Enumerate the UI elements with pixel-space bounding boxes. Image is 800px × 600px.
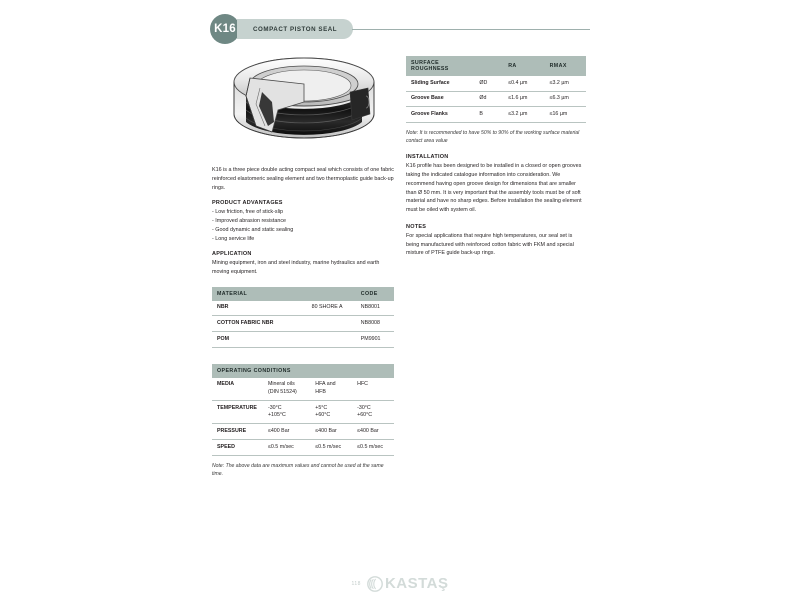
table-row bbox=[406, 76, 586, 91]
value-line: (DIN 51524) bbox=[267, 388, 297, 395]
material-code: NB8001 bbox=[356, 301, 394, 316]
list-item: - Long service life bbox=[212, 235, 394, 244]
surface-symbol: Ød bbox=[474, 91, 503, 107]
table-row bbox=[406, 91, 586, 107]
table-row bbox=[212, 378, 394, 401]
material-name: POM bbox=[212, 332, 307, 348]
column-header-rmax: RMAX bbox=[545, 56, 586, 76]
column-header-ra: RA bbox=[503, 56, 544, 76]
header-divider bbox=[352, 29, 590, 30]
value-line: +60°C bbox=[315, 412, 331, 419]
page-number: 118 bbox=[351, 580, 361, 587]
value-line: HFA and bbox=[315, 381, 336, 388]
surface-rmax: ≤16 µm bbox=[545, 107, 586, 123]
installation-heading: INSTALLATION bbox=[406, 154, 449, 161]
material-spec bbox=[307, 316, 356, 332]
material-spec: 80 SHORE A bbox=[307, 301, 356, 316]
value-line: +105°C bbox=[267, 412, 286, 419]
kastas-logo-icon bbox=[367, 576, 383, 592]
right-column bbox=[406, 56, 586, 266]
speed-col1: ≤0.5 m/sec bbox=[263, 440, 310, 456]
surface-symbol: B bbox=[474, 107, 503, 123]
advantages-list bbox=[212, 208, 394, 243]
table-row bbox=[212, 424, 394, 440]
column-header-spec bbox=[307, 287, 356, 301]
column-header-code: CODE bbox=[356, 287, 394, 301]
notes-text: For special applications that require high temperatures, our seal set is being manufactured with reinforced cotton fabric with FKM and special mixture of PTFE guide back-up rings. bbox=[406, 232, 574, 257]
notes-heading: NOTES bbox=[406, 223, 427, 230]
material-table-block bbox=[212, 287, 394, 348]
list-item: - Improved abrasion resistance bbox=[212, 217, 394, 226]
application-heading: APPLICATION bbox=[212, 251, 252, 258]
piston-seal-illustration bbox=[216, 52, 392, 158]
material-table bbox=[212, 287, 394, 348]
row-label-speed: SPEED bbox=[212, 440, 263, 456]
row-label-media: MEDIA bbox=[212, 378, 263, 401]
operating-conditions-title: OPERATING CONDITIONS bbox=[212, 364, 394, 378]
value-line: HFB bbox=[315, 388, 326, 395]
surface-rmax: ≤3.2 µm bbox=[545, 76, 586, 91]
product-image bbox=[216, 52, 392, 158]
table-row bbox=[212, 316, 394, 332]
value-line: +5°C bbox=[315, 404, 328, 411]
product-code-badge: K16 bbox=[210, 14, 240, 44]
material-code: PM9901 bbox=[356, 332, 394, 348]
row-label-temperature: TEMPERATURE bbox=[212, 401, 263, 424]
value-line: -30°C bbox=[357, 404, 371, 411]
page-footer bbox=[0, 575, 800, 592]
table-row bbox=[212, 440, 394, 456]
surface-name: Sliding Surface bbox=[406, 76, 474, 91]
surface-rmax: ≤6.3 µm bbox=[545, 91, 586, 107]
table-row bbox=[212, 401, 394, 424]
surface-name: Groove Flanks bbox=[406, 107, 474, 123]
page-title: COMPACT PISTON SEAL bbox=[237, 19, 353, 39]
media-col1 bbox=[263, 378, 310, 401]
operating-conditions-table bbox=[212, 364, 394, 456]
row-label-pressure: PRESSURE bbox=[212, 424, 263, 440]
table-header-row bbox=[212, 364, 394, 378]
material-code: NB8008 bbox=[356, 316, 394, 332]
value-line: HFC bbox=[357, 381, 369, 388]
page-header bbox=[210, 14, 590, 44]
pressure-col1: ≤400 Bar bbox=[263, 424, 310, 440]
material-name: COTTON FABRIC NBR bbox=[212, 316, 307, 332]
table-row bbox=[406, 107, 586, 123]
pressure-col3: ≤400 Bar bbox=[352, 424, 394, 440]
value-line: -30°C bbox=[267, 404, 282, 411]
temperature-col1 bbox=[263, 401, 310, 424]
column-header-surface-roughness: SURFACE ROUGHNESS bbox=[406, 56, 474, 76]
table-row bbox=[212, 301, 394, 316]
surface-roughness-note: Note: It is recommended to have 50% to 90% of the working surface material contact area value bbox=[406, 130, 580, 145]
installation-text: K16 profile has been designed to be installed in a closed or open grooves taking the indicated catalogue information into consideration. We recommend having open groove design for dimensions that are smaller than Ø 50 mm. It is very important that the assembly tools must be of soft material and have no sharp edges. Before installation the sealing element must be oiled with system oil. bbox=[406, 163, 582, 214]
column-header-symbol bbox=[474, 56, 503, 76]
advantages-heading: PRODUCT ADVANTAGES bbox=[212, 200, 283, 207]
speed-col3: ≤0.5 m/sec bbox=[352, 440, 394, 456]
pressure-col2: ≤400 Bar bbox=[310, 424, 352, 440]
column-header-material: MATERIAL bbox=[212, 287, 307, 301]
surface-roughness-table bbox=[406, 56, 586, 123]
list-item: - Good dynamic and static sealing bbox=[212, 226, 394, 235]
surface-ra: ≤0.4 µm bbox=[503, 76, 544, 91]
value-line: +60°C bbox=[357, 412, 373, 419]
media-col2 bbox=[310, 378, 352, 401]
surface-name: Groove Base bbox=[406, 91, 474, 107]
left-column bbox=[212, 166, 394, 478]
list-item: - Low friction, free of stick-slip bbox=[212, 208, 394, 217]
surface-ra: ≤1.6 µm bbox=[503, 91, 544, 107]
brand-name: KASTAŞ bbox=[384, 575, 449, 592]
table-header-row bbox=[212, 287, 394, 301]
operating-conditions-note: Note: The above data are maximum values and cannot be used at the same time. bbox=[212, 462, 384, 477]
surface-ra: ≤3.2 µm bbox=[503, 107, 544, 123]
value-line: Mineral oils bbox=[267, 381, 295, 388]
table-header-row bbox=[406, 56, 586, 76]
temperature-col3 bbox=[352, 401, 394, 424]
table-row bbox=[212, 332, 394, 348]
application-text: Mining equipment, iron and steel industry, marine hydraulics and earth moving equipment. bbox=[212, 260, 380, 275]
temperature-col2 bbox=[310, 401, 352, 424]
speed-col2: ≤0.5 m/sec bbox=[310, 440, 352, 456]
material-spec bbox=[307, 332, 356, 348]
operating-conditions-block bbox=[212, 364, 394, 478]
material-name: NBR bbox=[212, 301, 307, 316]
product-description: K16 is a three piece double acting compact seal which consists of one fabric reinforced elastomeric sealing element and two thermoplastic guide back-up rings. bbox=[212, 167, 394, 191]
surface-symbol: ØD bbox=[474, 76, 503, 91]
brand-logo bbox=[367, 575, 449, 592]
media-col3 bbox=[352, 378, 394, 401]
